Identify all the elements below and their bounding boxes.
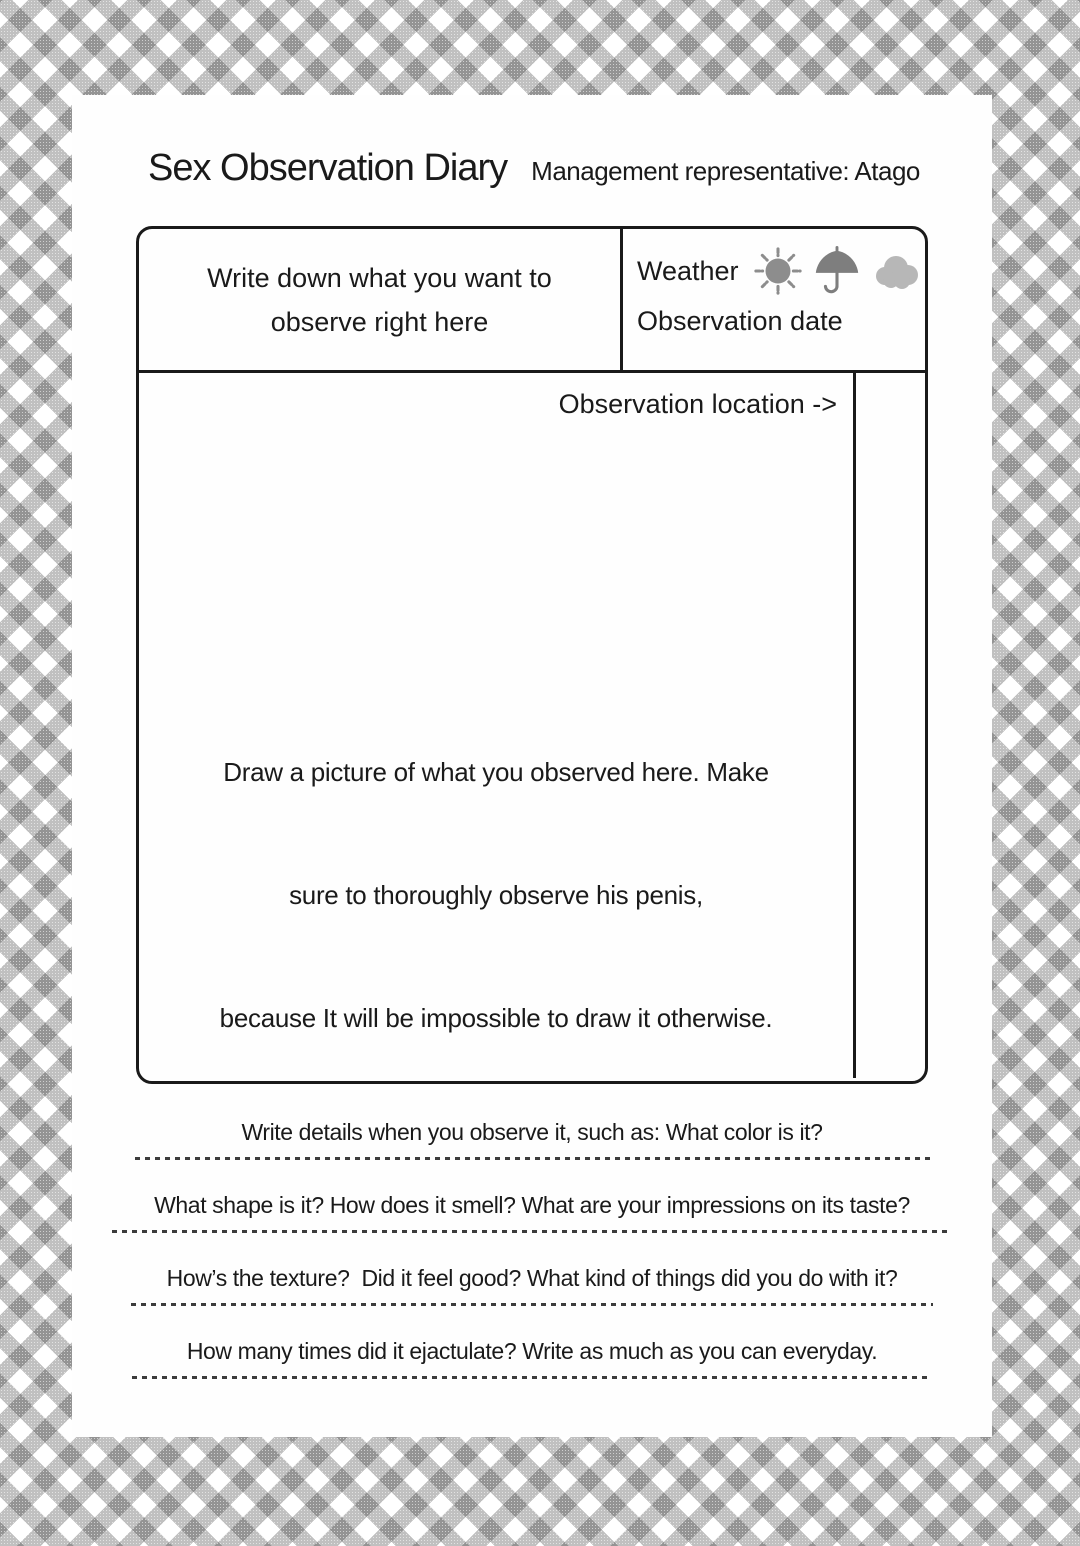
weather-row bbox=[637, 245, 925, 297]
form-header-row bbox=[139, 229, 925, 373]
observation-location-column bbox=[853, 373, 925, 1078]
answer-dashed-line bbox=[112, 1230, 952, 1233]
question-text: What shape is it? How does it smell? What are your impressions on its taste? bbox=[154, 1192, 910, 1218]
observation-date-field: Observation date bbox=[637, 306, 843, 336]
diary-form bbox=[136, 226, 928, 1084]
umbrella-icon bbox=[811, 245, 863, 297]
weather-date-cell bbox=[623, 229, 925, 370]
draw-instructions-line1: Draw a picture of what you observed here. Make bbox=[223, 757, 769, 787]
question-item bbox=[132, 1333, 932, 1379]
draw-instructions bbox=[139, 670, 853, 1084]
question-list bbox=[72, 1114, 992, 1406]
diary-page bbox=[72, 95, 992, 1437]
question-item bbox=[135, 1114, 930, 1160]
question-item bbox=[112, 1187, 952, 1233]
question-text: Write details when you observe it, such as: What color is it? bbox=[241, 1119, 823, 1145]
topic-prompt-line1: Write down what you want to bbox=[207, 262, 552, 293]
observation-topic-field bbox=[139, 229, 623, 370]
management-representative-label: Management representative: Atago bbox=[531, 156, 920, 186]
sun-icon bbox=[753, 246, 803, 296]
draw-instructions-line3: because It will be impossible to draw it otherwise. bbox=[219, 1003, 773, 1033]
topic-prompt-line2: observe right here bbox=[270, 306, 489, 337]
drawing-area bbox=[139, 373, 925, 1078]
cloud-icon bbox=[871, 251, 921, 291]
observation-location-label: Observation location -> bbox=[558, 389, 837, 419]
page-header bbox=[148, 147, 920, 190]
answer-dashed-line bbox=[132, 1376, 932, 1379]
question-text: How’s the texture? Did it feel good? What kind of things did you do with it? bbox=[166, 1265, 898, 1291]
answer-dashed-line bbox=[131, 1303, 933, 1306]
weather-label: Weather bbox=[637, 255, 739, 286]
page-title: Sex Observation Diary bbox=[148, 147, 508, 189]
question-item bbox=[131, 1260, 933, 1306]
question-text: How many times did it ejactulate? Write as much as you can everyday. bbox=[186, 1338, 878, 1364]
draw-instructions-line2: sure to thoroughly observe his penis, bbox=[289, 880, 703, 910]
answer-dashed-line bbox=[135, 1157, 930, 1160]
